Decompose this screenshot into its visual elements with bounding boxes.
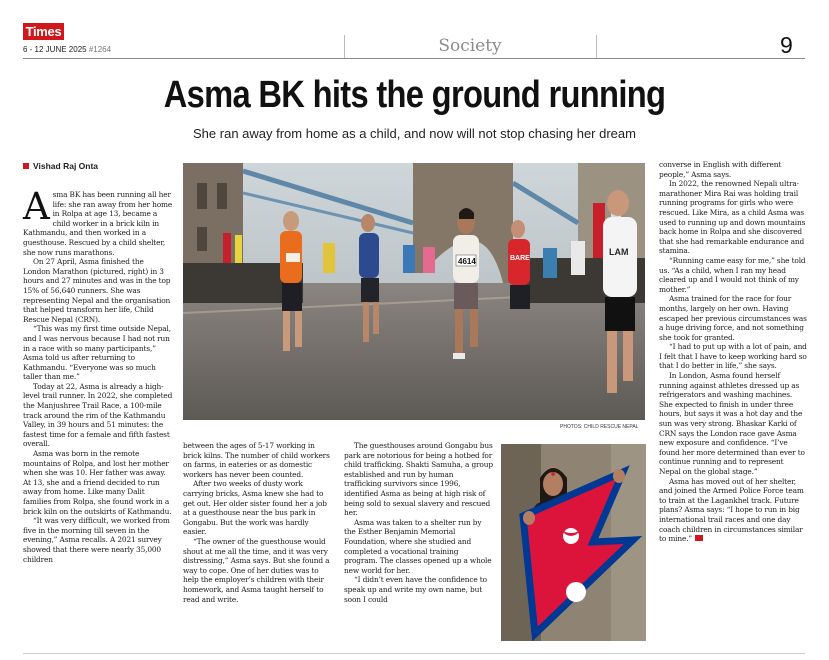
times-logo: Times <box>23 23 64 40</box>
paragraph: “The owner of the guesthouse would shout at me all the time, and it was very distressing,” Asma says. But she found a way to cope. One of her duties was to help the employer’s children with their homework, and Asma taught herself to read and write. <box>183 536 330 604</box>
paragraph: “I didn’t even have the confidence to speak up and write my own name, but soon I could <box>344 575 487 604</box>
paragraph: In 2022, the renowned Nepali ultra-marathoner Mira Rai was holding trail running programs for girls who were rescued. Like Mira, as a child Asma was used to running up and down mountains back home in Rolpa and she discovered that she had remarkable endurance and stamina. <box>659 179 806 256</box>
bib-far-right: LAM <box>609 247 629 257</box>
page-number: 9 <box>780 32 793 58</box>
issue-info <box>23 45 111 54</box>
paragraph: In London, Asma found herself running against athletes dressed up as refrigerators and washing machines. She expected to finish in under three hours, but says it was a hot day and the sun was very strong. Bhaskar Karki of CRN says the London race gave Asma new exposure and confidence. “I’ve found her more determined than ever to continue running and to represent Nepal on the global stage.” <box>659 371 805 476</box>
paragraph: After two weeks of dusty work carrying bricks, Asma knew she had to get out. Her older sister found her a job at a guesthouse near the bus park in Gongabu. But the work was hardly easier. <box>183 479 327 537</box>
end-of-article-icon <box>695 535 703 541</box>
byline-author: Vishad Raj Onta <box>33 161 99 171</box>
masthead-rule <box>23 58 805 59</box>
article-column-1 <box>23 185 173 564</box>
issue-number: #1264 <box>88 45 112 54</box>
masthead-divider-right <box>596 35 597 58</box>
marathon-photo <box>183 163 645 420</box>
bib-center: 4614 <box>458 257 476 266</box>
paragraph: Asma has moved out of her shelter, and joined the Armed Police Force team to train at the Lagankhel track. Future plans? Asma says: “I hope to run in big international trail races and one day coach children in circumstances similar to mine.” <box>659 476 804 544</box>
paragraph: Asma BK has been running all her life: she ran away from her home in Rolpa at age 13, became a child worker in a brick kiln in Kathmandu, and then worked in a guesthouse. Rescued by a child shelter, she now runs marathons. <box>23 185 173 257</box>
paragraph: Asma was born in the remote mountains of Rolpa, and lost her mother when she was 10. Her father was away. At 13, she and a friend decided to run away from home. Like many Dalit families from Rolpa, she found work in a brick kiln on the outskirts of Kathmandu. <box>23 449 172 516</box>
headline: Asma BK hits the ground running <box>163 74 666 116</box>
section-label: Society <box>438 36 502 56</box>
bottom-rule <box>23 653 805 654</box>
paragraph: “This was my first time outside Nepal, and I was nervous because I had not run in a race with so many participants,” Asma told us after returning to Kathmandu. “Everyone was so much taller than me.” <box>23 324 171 382</box>
paragraph: between the ages of 5-17 working in brick kilns. The number of child workers on farms, in eateries or as domestic workers has never been counted. <box>183 441 330 479</box>
paragraph: “Running came easy for me,” she told us. “As a child, when I ran my head cleared up and I would not think of my mother.” <box>659 255 806 294</box>
byline <box>23 161 98 171</box>
byline-marker <box>23 163 29 169</box>
paragraph: The guesthouses around Gongabu bus park are notorious for being a hotbed for child trafficking. Shakti Samuha, a group established and run by human trafficking survivors since 1996, identified Asma as being at high risk of being sold to sexual slavery and rescued her. <box>344 441 493 518</box>
photo-credit: PHOTOS: CHILD RESCUE NEPAL <box>560 424 639 430</box>
paragraph: Today at 22, Asma is already a high-level trail runner. In 2022, she completed the Manjushree Trail Race, a 100-mile track around the rim of the Kathmandu Valley, in 39 hours and 51 minutes: the fastest time for a female and fifth fastest overall. <box>23 381 173 449</box>
drop-cap: A <box>23 185 50 228</box>
article-column-4 <box>659 160 807 544</box>
paragraph: “I had to put up with a lot of pain, and I felt that I have to keep working hard so that I do better in life,” she says. <box>659 342 807 371</box>
standfirst: She ran away from home as a child, and now will not stop chasing her dream <box>193 126 636 141</box>
paragraph: Asma was taken to a shelter run by the Esther Benjamin Memorial Foundation, where she studied and completed a vocational training program. The classes opened up a whole new world for her. <box>344 517 492 575</box>
paragraph: converse in English with different people,” Asma says. <box>659 160 782 179</box>
article-column-3 <box>344 441 493 604</box>
issue-date: 6 - 12 JUNE 2025 <box>23 45 87 54</box>
paragraph: On 27 April, Asma finished the London Marathon (pictured, right) in 3 hours and 27 minutes and was in the top 15% of 56,640 runners. She was representing Nepal and the organisation that helped transform her life, Child Rescue Nepal (CRN). <box>23 257 171 324</box>
paragraph: “It was very difficult, we worked from five in the morning till seven in the evening,” Asma recalls. A 2021 survey showed that there were nearly 35,000 children <box>23 516 170 564</box>
article-column-2 <box>183 441 333 604</box>
bib-right: BARE <box>510 255 530 262</box>
portrait-flag-photo <box>501 444 646 641</box>
paragraph: Asma trained for the race for four months, largely on her own. Having escaped her previous circumstances was a huge driving force, and not something she took for granted. <box>659 294 807 342</box>
